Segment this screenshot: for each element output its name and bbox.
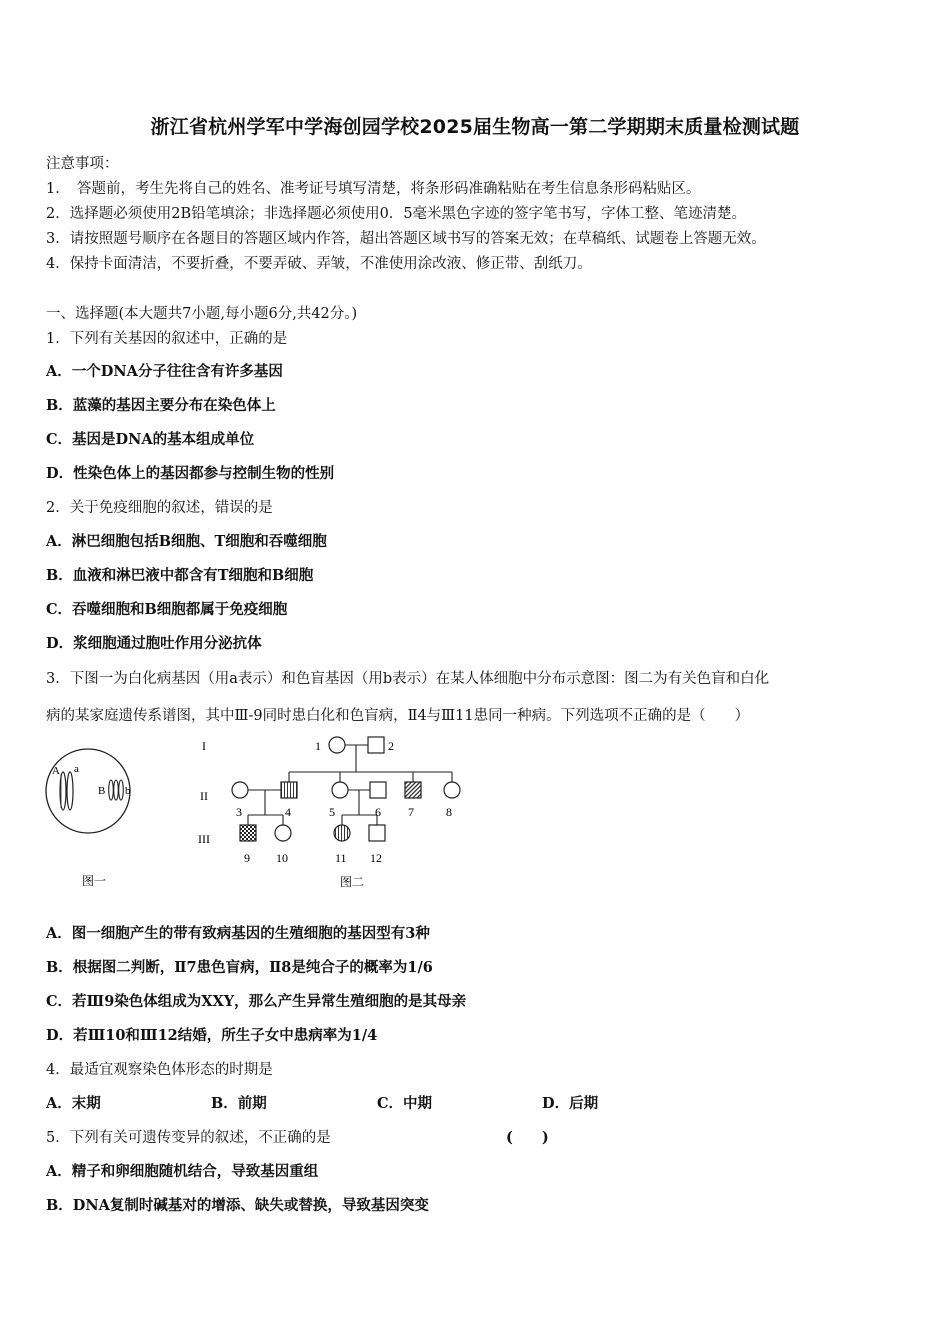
option-d: D．性染色体上的基因都参与控制生物的性别: [46, 465, 335, 482]
notice-item: 3．请按照题号顺序在各题目的答题区域内作答，超出答题区域书写的答案无效；在草稿纸、试题卷上答题无效。: [46, 231, 766, 247]
gene-label: b: [125, 785, 131, 797]
generation-label: I: [202, 739, 206, 753]
option-a: A．末期: [46, 1095, 101, 1112]
question-stem: 1．下列有关基因的叙述中，正确的是: [46, 331, 288, 347]
pedigree-male-affected: [281, 782, 297, 798]
question-stem: 3．下图一为白化病基因（用a表示）和色盲基因（用b表示）在某人体细胞中分布示意图：图二为有关色盲和白化: [46, 671, 770, 687]
chromosome: [109, 780, 114, 800]
exam-title: 浙江省杭州学军中学海创园学校2025届生物高一第二学期期末质量检测试题: [150, 116, 800, 138]
option-d: D．若Ⅲ10和Ⅲ12结婚，所生子女中患病率为1/4: [46, 1027, 378, 1044]
pedigree-number: 11: [335, 851, 347, 865]
pedigree-number: 6: [375, 805, 381, 819]
option-a: A．淋巴细胞包括B细胞、T细胞和吞噬细胞: [46, 533, 327, 550]
option-b: B．蓝藻的基因主要分布在染色体上: [46, 397, 276, 414]
pedigree-female: [232, 782, 248, 798]
figure-caption: 图二: [340, 875, 365, 889]
option-d: D．后期: [542, 1095, 599, 1112]
option-a: A．一个DNA分子往往含有许多基因: [46, 363, 283, 380]
pedigree-number: 7: [408, 805, 414, 819]
pedigree-female-affected: [334, 825, 350, 841]
pedigree-male: [369, 825, 385, 841]
pedigree-number: 9: [244, 851, 250, 865]
option-a: A．图一细胞产生的带有致病基因的生殖细胞的基因型有3种: [46, 925, 430, 942]
chromosome: [114, 780, 119, 800]
option-b: B．根据图二判断，Ⅱ7患色盲病，Ⅱ8是纯合子的概率为1/6: [46, 959, 433, 976]
pedigree-female: [329, 737, 345, 753]
pedigree-number: 1: [315, 739, 321, 753]
option-c: C．吞噬细胞和B细胞都属于免疫细胞: [46, 601, 288, 618]
pedigree-number: 8: [446, 805, 452, 819]
answer-bracket: ( ): [506, 1129, 549, 1146]
pedigree-male-affected: [240, 825, 256, 841]
pedigree-female: [275, 825, 291, 841]
chromosome: [67, 772, 73, 810]
generation-label: II: [200, 789, 208, 803]
gene-label: A: [52, 765, 60, 777]
option-c: C．中期: [377, 1095, 433, 1112]
gene-label: a: [74, 763, 79, 775]
option-c: C．基因是DNA的基本组成单位: [46, 431, 255, 448]
notice-item: 1． 答题前，考生先将自己的姓名、准考证号填写清楚，将条形码准确粘贴在考生信息条形码粘贴区。: [46, 181, 701, 197]
pedigree-number: 5: [329, 805, 335, 819]
pedigree-number: 10: [276, 851, 288, 865]
option-a: A．精子和卵细胞随机结合，导致基因重组: [46, 1163, 319, 1180]
pedigree-female: [444, 782, 460, 798]
figure-cell-diagram: [40, 742, 190, 892]
figure-caption: 图一: [82, 874, 107, 888]
question-stem: 4．最适宜观察染色体形态的时期是: [46, 1062, 273, 1078]
pedigree-number: 3: [236, 805, 242, 819]
option-c: C．若Ⅲ9染色体组成为XXY，那么产生异常生殖细胞的是其母亲: [46, 993, 467, 1010]
pedigree-number: 4: [285, 805, 291, 819]
cell-outline: [46, 749, 130, 833]
option-b: B．血液和淋巴液中都含有T细胞和B细胞: [46, 567, 314, 584]
question-stem: 2．关于免疫细胞的叙述，错误的是: [46, 500, 273, 516]
pedigree-male: [368, 737, 384, 753]
section-heading: 一、选择题(本大题共7小题,每小题6分,共42分。): [46, 306, 358, 322]
pedigree-number: 12: [370, 851, 382, 865]
pedigree-number: 2: [388, 739, 394, 753]
option-b: B．DNA复制时碱基对的增添、缺失或替换，导致基因突变: [46, 1197, 429, 1214]
notice-item: 4．保持卡面清洁，不要折叠，不要弄破、弄皱，不准使用涂改液、修正带、刮纸刀。: [46, 256, 592, 272]
figure-pedigree: [190, 730, 480, 895]
question-stem: 5．下列有关可遗传变异的叙述，不正确的是: [46, 1130, 331, 1146]
option-d: D．浆细胞通过胞吐作用分泌抗体: [46, 635, 262, 652]
chromosome: [119, 780, 124, 800]
option-b: B．前期: [211, 1095, 267, 1112]
notice-heading: 注意事项：: [46, 156, 119, 172]
pedigree-female: [332, 782, 348, 798]
pedigree-male-affected: [405, 782, 421, 798]
question-stem-continued: 病的某家庭遗传系谱图，其中Ⅲ-9同时患白化和色盲病，Ⅱ4与Ⅲ11患同一种病。下列选项不正确的是（ ）: [46, 708, 750, 724]
generation-label: III: [198, 832, 210, 846]
notice-item: 2．选择题必须使用2B铅笔填涂；非选择题必须使用0．5毫米黑色字迹的签字笔书写，字体工整、笔迹清楚。: [46, 206, 747, 222]
pedigree-male: [370, 782, 386, 798]
gene-label: B: [98, 785, 106, 797]
